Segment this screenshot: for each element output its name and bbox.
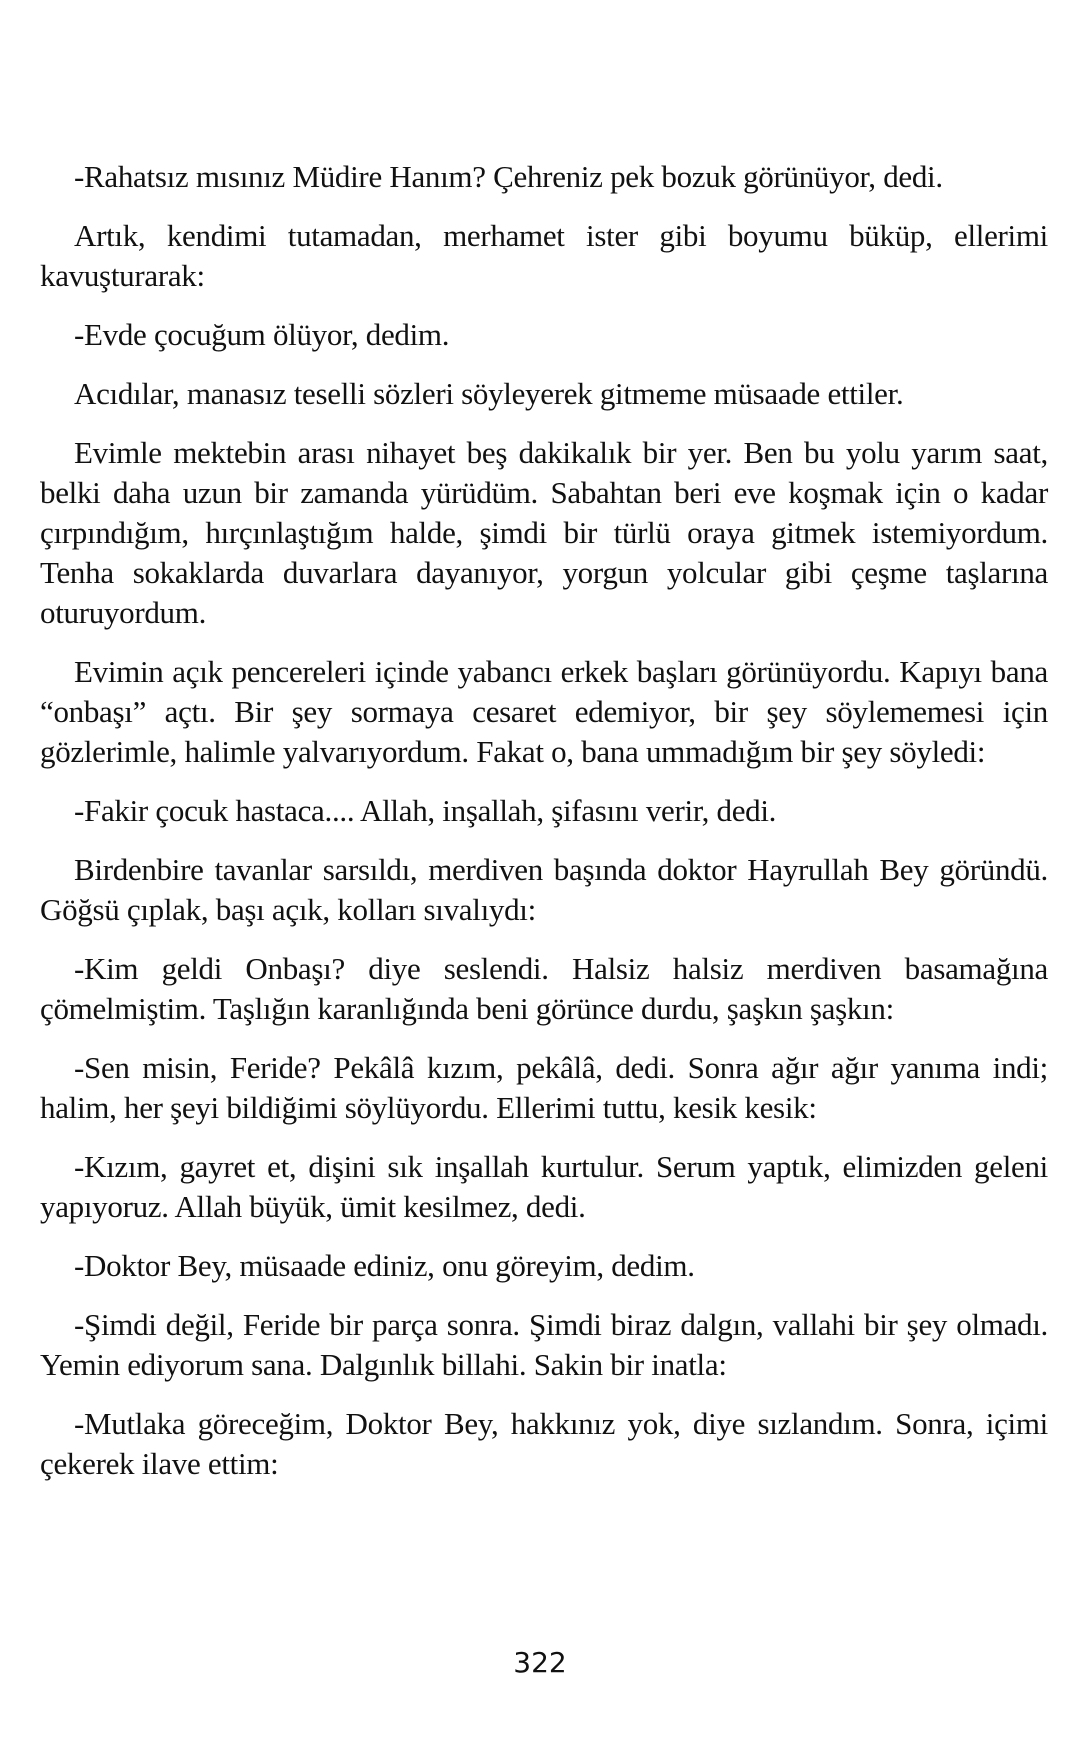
paragraph: Artık, kendimi tutamadan, merhamet ister gibi boyumu büküp, ellerimi kavuşturarak: (40, 218, 1048, 293)
paragraph: Acıdılar, manasız teselli sözleri söyleyerek gitmeme müsaade ettiler. (74, 376, 904, 411)
paragraph: -Şimdi değil, Feride bir parça sonra. Şimdi biraz dalgın, vallahi bir şey olmadı. Yemin ediyorum sana. Dalgınlık billahi. Sakin bir inatla: (40, 1307, 1048, 1382)
body-text (40, 157, 1048, 1503)
paragraph: Evimle mektebin arası nihayet beş dakikalık bir yer. Ben bu yolu yarım saat, belki daha uzun bir zamanda yürüdüm. Sabahtan beri eve koşmak için o kadar çırpındığım, hırçınlaştığım halde, şimdi bir türlü oraya gitmek istemiyordum. Tenha sokaklarda duvarlara dayanıyor, yorgun yolcular gibi çeşme taşlarına oturuyordum. (40, 435, 1048, 630)
paragraph: -Kim geldi Onbaşı? diye seslendi. Halsiz halsiz merdiven basamağına çömelmiştim. Taşlığın karanlığında beni görünce durdu, şaşkın şaşkın: (40, 951, 1048, 1026)
paragraph: -Sen misin, Feride? Pekâlâ kızım, pekâlâ, dedi. Sonra ağır ağır yanıma indi; halim, her şeyi bildiğimi söylüyordu. Ellerimi tuttu, kesik kesik: (40, 1050, 1048, 1125)
paragraph: -Rahatsız mısınız Müdire Hanım? Çehreniz pek bozuk görünüyor, dedi. (74, 159, 943, 194)
paragraph: -Mutlaka göreceğim, Doktor Bey, hakkınız yok, diye sızlandım. Sonra, içimi çekerek ilave ettim: (40, 1406, 1048, 1481)
paragraph: Evimin açık pencereleri içinde yabancı erkek başları görünüyordu. Kapıyı bana “onbaşı” açtı. Bir şey sormaya cesaret edemiyor, bir şey söylememesi için gözlerimle, halimle yalvarıyordum. Fakat o, bana ummadığım bir şey söyledi: (40, 654, 1048, 769)
paragraph: -Fakir çocuk hastaca.... Allah, inşallah, şifasını verir, dedi. (74, 793, 777, 828)
paragraph: -Evde çocuğum ölüyor, dedim. (74, 317, 450, 352)
paragraph: -Doktor Bey, müsaade ediniz, onu göreyim, dedim. (74, 1248, 695, 1283)
page-number: 322 (513, 1646, 567, 1679)
paragraph: Birdenbire tavanlar sarsıldı, merdiven başında doktor Hayrullah Bey göründü. Göğsü çıplak, başı açık, kolları sıvalıydı: (40, 852, 1048, 927)
paragraph: -Kızım, gayret et, dişini sık inşallah kurtulur. Serum yaptık, elimizden geleni yapıyoruz. Allah büyük, ümit kesilmez, dedi. (40, 1149, 1048, 1224)
